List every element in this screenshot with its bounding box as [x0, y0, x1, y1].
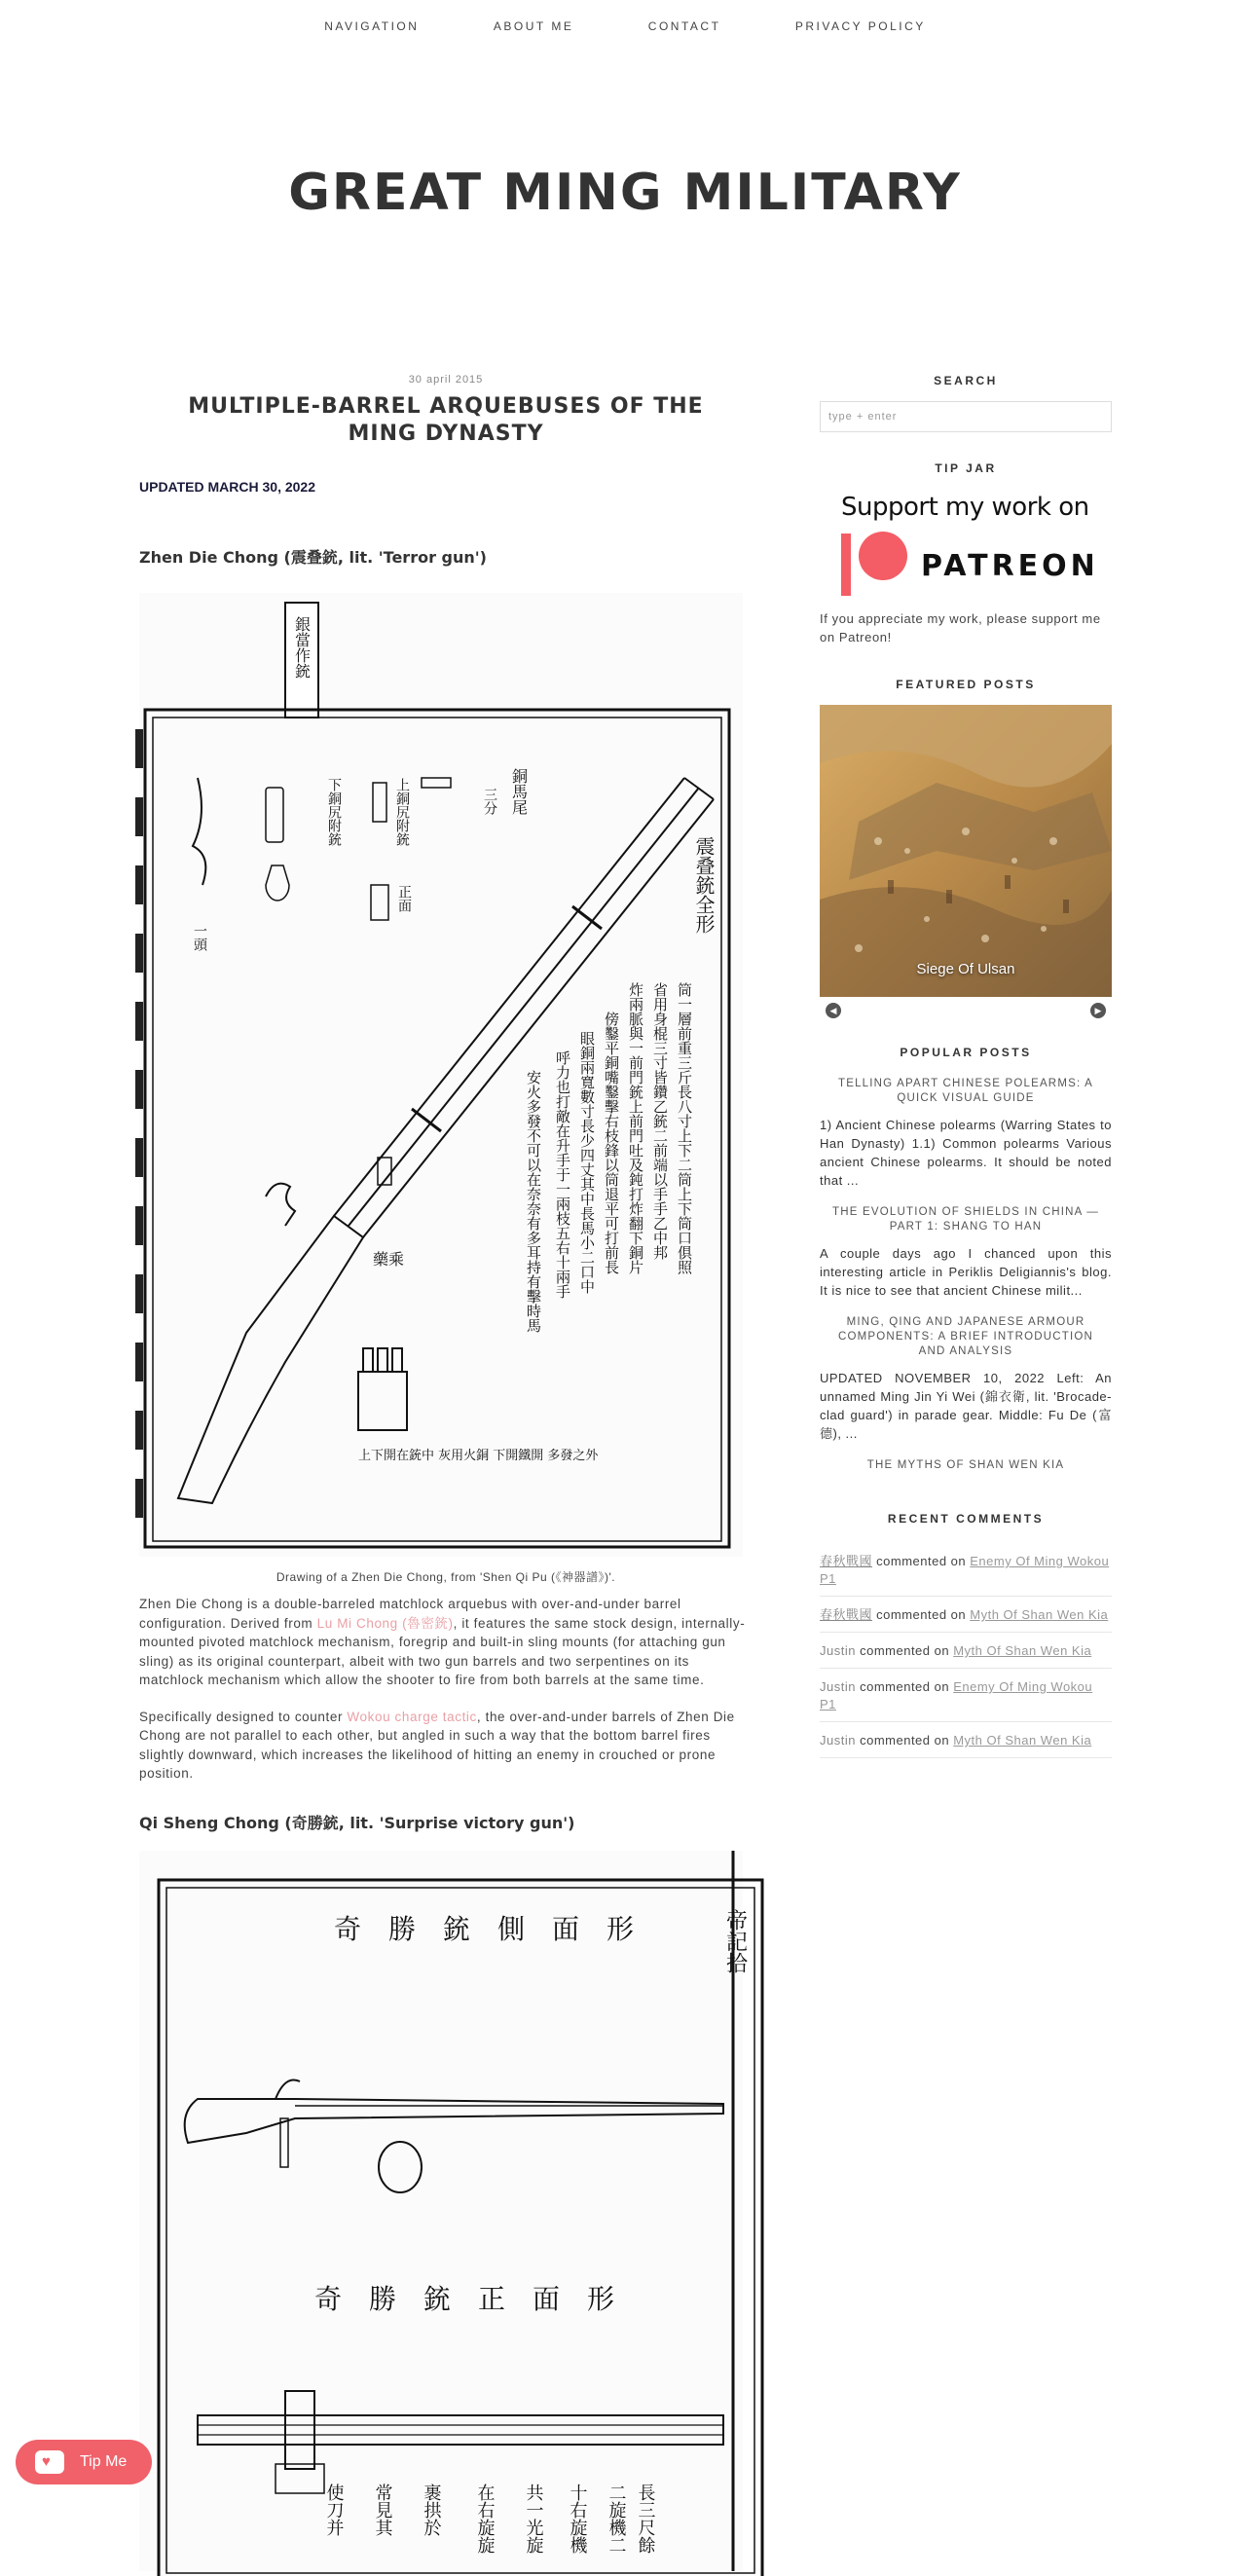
comment-author-link[interactable]: 春秋戰國 [820, 1554, 872, 1568]
figure-text-col6: 呼力也打敵在升手于一兩枝五右十兩手 [554, 1050, 571, 1299]
link-lu-mi-chong[interactable]: Lu Mi Chong (魯密銃) [317, 1616, 454, 1631]
paragraph-2-text-a: Specifically designed to counter [139, 1710, 347, 1724]
top-navigation [0, 18, 1250, 35]
figure-label-e: 下銅尻附銃 [326, 778, 342, 847]
recent-comment [820, 1543, 1112, 1597]
patreon-wordmark: PATREON [921, 549, 1099, 583]
popular-post-title[interactable]: THE MYTHS OF SHAN WEN KIA [820, 1458, 1112, 1473]
figure-text-col4: 傍鑿平銅嘴鑿擊右枝鋒以筒退平可打前長 [603, 1012, 620, 1274]
woodblock-illustration-svg [139, 593, 743, 1557]
comment-author: Justin [820, 1643, 856, 1658]
featured-posts-title: FEATURED POSTS [820, 678, 1112, 691]
coffee-cup-icon [35, 2450, 64, 2474]
figure-base-text: 上下開在銃中 灰用火銅 下開鐵開 多發之外 [358, 1448, 599, 1463]
section-heading-zhen-die-chong: Zhen Die Chong (震叠銃, lit. 'Terror gun') [139, 545, 753, 568]
figure-label-a: 銅馬尾 [510, 768, 529, 815]
figure-label-c: 上銅尻附銃 [394, 778, 410, 847]
figure-label-g: 藥乘 [373, 1250, 404, 1269]
patreon-logo-circle-icon [859, 532, 907, 580]
comment-author: Justin [820, 1733, 856, 1748]
popular-post-title[interactable]: THE EVOLUTION OF SHIELDS IN CHINA — PART 1: SHANG TO HAN [820, 1205, 1112, 1234]
figure-text-col7: 安火多發不可以在奈奈有多耳持有擊時馬 [525, 1070, 542, 1333]
post-date: 30 april 2015 [139, 374, 753, 386]
figure2-col3: 十右旋機 [568, 2483, 588, 2554]
popular-post-excerpt: A couple days ago I chanced upon this interesting article in Periklis Deligiannis's blog. It is nice to see that ancient Chinese milit... [820, 1244, 1112, 1300]
comment-post-link[interactable]: Enemy Of Ming Wokou P1 [820, 1679, 1092, 1711]
comment-post-link[interactable]: Myth Of Shan Wen Kia [953, 1733, 1091, 1748]
tip-jar-text: If you appreciate my work, please support me on Patreon! [820, 609, 1112, 646]
section-heading-qi-sheng-chong: Qi Sheng Chong (奇勝銃, lit. 'Surprise victory gun') [139, 1811, 753, 1833]
paragraph-1 [139, 1595, 753, 1690]
link-wokou-charge-tactic[interactable]: Wokou charge tactic [347, 1710, 476, 1724]
recent-comments-title: RECENT COMMENTS [820, 1512, 1112, 1526]
nav-item-privacy-policy[interactable]: PRIVACY POLICY [795, 19, 926, 33]
zhen-die-chong-drawing [139, 593, 743, 1557]
comment-verb: commented on [876, 1607, 966, 1622]
popular-post-title[interactable]: TELLING APART CHINESE POLEARMS: A QUICK VISUAL GUIDE [820, 1077, 1112, 1106]
comment-author-link[interactable]: 春秋戰國 [820, 1607, 872, 1622]
figure-text-col2: 省用身棍三寸皆鑽乙銃二前端以手手乙中邦 [651, 982, 669, 1260]
figure2-col4: 共一光旋 [524, 2483, 544, 2553]
featured-painting-svg [820, 705, 1112, 997]
comment-post-link[interactable]: Enemy Of Ming Wokou P1 [820, 1554, 1109, 1586]
figure-label-f: 一頭 [192, 924, 207, 952]
figure2-col5: 在右旋旋 [475, 2483, 496, 2553]
figure-label-b: 三分 [482, 788, 497, 816]
paragraph-2-text-b: , the over-and-under barrels of Zhen Die Chong are not parallel to each other, but angled in such a way that the bottom barrel fires slightly downward, which increases the likelihood of hitting an enemy in crouched or prone position. [139, 1710, 735, 1782]
figure2-title-mid: 奇勝銃正面形 [314, 2283, 642, 2315]
figure-title-vertical: 震叠銃全形 [692, 836, 716, 934]
slider-next-icon[interactable]: ▶ [1090, 1003, 1106, 1018]
figure-text-col3: 炸兩脈與一前門銃上前門吐及鈍打炸翻下銅片 [627, 982, 644, 1274]
woodblock-illustration-2-svg [139, 1851, 743, 2571]
comment-post-link[interactable]: Myth Of Shan Wen Kia [953, 1643, 1091, 1658]
figure-text-col1: 筒一層前重三斤長八寸上下二筒上下筒口俱照 [676, 982, 693, 1275]
figure2-col1: 長三尺餘 [636, 2483, 656, 2553]
recent-comment [820, 1669, 1112, 1722]
comment-verb: commented on [876, 1554, 966, 1568]
figure-caption: Drawing of a Zhen Die Chong, from 'Shen Qi Pu (《神器譜》)'. [139, 1568, 753, 1585]
comment-verb: commented on [860, 1733, 949, 1748]
tip-me-button[interactable] [16, 2440, 152, 2484]
search-input[interactable] [820, 401, 1112, 432]
figure2-col2: 二旋機二 [607, 2484, 627, 2554]
comment-author: Justin [820, 1679, 856, 1694]
figure2-col6: 裹拱於 [422, 2483, 442, 2536]
featured-post-image[interactable] [820, 705, 1112, 997]
site-title[interactable]: GREAT MING MILITARY [0, 164, 1250, 222]
patreon-logo-bar-icon [841, 534, 851, 596]
figure2-col8: 使刀并 [324, 2483, 345, 2535]
nav-item-about-me[interactable]: ABOUT ME [494, 19, 573, 33]
figure-label-d: 正面 [396, 885, 412, 912]
popular-post-excerpt: UPDATED NOVEMBER 10, 2022 Left: An unnamed Ming Jin Yi Wei (錦衣衛, lit. 'Brocade-clad guard') in parade gear. Middle: Fu De (富德), ... [820, 1369, 1112, 1443]
recent-comment [820, 1597, 1112, 1633]
popular-post-title[interactable]: MING, QING AND JAPANESE ARMOUR COMPONENTS: A BRIEF INTRODUCTION AND ANALYSIS [820, 1315, 1112, 1359]
search-widget-title: SEARCH [820, 374, 1112, 387]
sidebar [820, 374, 1112, 1758]
comment-post-link[interactable]: Myth Of Shan Wen Kia [970, 1607, 1108, 1622]
tip-me-label: Tip Me [80, 2453, 127, 2471]
heart-icon: ♥ [42, 2453, 51, 2471]
main-content [139, 374, 753, 2571]
recent-comment [820, 1633, 1112, 1669]
popular-post-excerpt: 1) Ancient Chinese polearms (Warring States to Han Dynasty) 1.1) Common polearms Various ancient Chinese polearms. It should be noted that ... [820, 1116, 1112, 1190]
paragraph-2 [139, 1708, 753, 1784]
nav-item-navigation[interactable]: NAVIGATION [324, 19, 419, 33]
updated-note: UPDATED MARCH 30, 2022 [139, 479, 753, 495]
figure2-col7: 常見其 [373, 2483, 393, 2536]
patreon-banner[interactable] [820, 493, 1112, 600]
comment-verb: commented on [860, 1679, 949, 1694]
featured-slider-nav [820, 1003, 1112, 1026]
qi-sheng-chong-drawing [139, 1851, 743, 2571]
nav-item-contact[interactable]: CONTACT [648, 19, 721, 33]
featured-post-caption[interactable]: Siege Of Ulsan [820, 961, 1112, 977]
figure-text-col5: 眼銅兩寬數寸長少四丈其中長馬小二口中 [578, 1031, 596, 1294]
paragraph-1-text-a: Zhen Die Chong is a double-barreled matchlock arquebus with over-and-under barrel configuration. Derived from [139, 1597, 681, 1631]
figure2-title-top: 奇勝銃側面形 [334, 1913, 661, 1945]
patreon-support-text: Support my work on [841, 493, 1089, 522]
popular-posts-title: POPULAR POSTS [820, 1046, 1112, 1059]
slider-prev-icon[interactable]: ◀ [826, 1003, 841, 1018]
tip-jar-title: TIP JAR [820, 461, 1112, 475]
figure-side-label: 銀當作銃 [293, 616, 312, 679]
post-title[interactable]: MULTIPLE-BARREL ARQUEBUSES OF THE MING DYNASTY [139, 393, 753, 448]
comment-verb: commented on [860, 1643, 949, 1658]
paragraph-1-text-b: , it features the same stock design, internally-mounted pivoted matchlock mechanism, foregrip and built-in sling mounts (for attaching gun sling) as its original counterpart, albeit with two gun barrels and two serpentines on its matchlock mechanism which allow the shooter to fire from both barrels at the same time. [139, 1616, 745, 1688]
recent-comment [820, 1722, 1112, 1758]
figure2-side-text: 帝記拾 [723, 1909, 748, 1973]
